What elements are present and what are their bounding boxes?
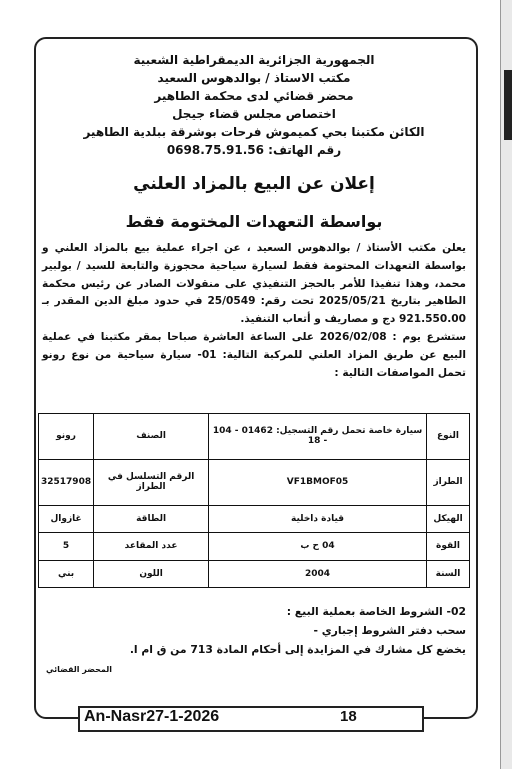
spec-value: رونو	[39, 414, 94, 460]
spec-label: الرقم التسلسل في الطراز	[94, 459, 209, 505]
spec-label: الطاقة	[94, 505, 209, 532]
spec-label: السنة	[427, 560, 470, 588]
header-line-republic: الجمهورية الجزائرية الديمقراطية الشعبية	[133, 53, 375, 67]
table-row	[39, 414, 470, 460]
spec-label: الهيكل	[427, 505, 470, 532]
announcement-subtitle: بواسطة التعهدات المختومة فقط	[125, 212, 383, 231]
spec-value: 2004	[209, 560, 427, 588]
body-paragraph-2: ستشرع يوم : 2026/02/08 على الساعة العاشرة صباحا بمقر مكتبنا في عملية البيع عن طريق المزاد العلني للمركبة التالية: 01- سيارة سياحية من نوع رونو تحمل المواصفات التالية :	[42, 330, 466, 379]
spec-label: القوة	[427, 533, 470, 560]
spec-label: الصنف	[94, 414, 209, 460]
condition-item-1: سحب دفتر الشروط إجباري -	[313, 624, 466, 637]
header-line-phone: رقم الهاتف: 0698.75.91.56	[166, 143, 342, 157]
spec-value: 04 ح ب	[209, 533, 427, 560]
header-line-jurisdiction: اختصاص مجلس قضاء جيجل	[172, 107, 336, 121]
spec-value: 5	[39, 533, 94, 560]
spec-value: بني	[39, 560, 94, 588]
vehicle-specs-table	[38, 413, 470, 588]
spec-label: الطراز	[427, 459, 470, 505]
announcement-body	[42, 240, 466, 382]
table-row	[39, 505, 470, 532]
header-line-bailiff: محضر قضائي لدى محكمة الطاهير	[154, 89, 354, 103]
header-line-office: مكتب الاستاذ / بوالدهوس السعيد	[157, 71, 351, 85]
spec-value: غازوال	[39, 505, 94, 532]
body-paragraph-1: يعلن مكتب الأستاذ / بوالدهوس السعيد ، عن اجراء عملية بيع بالمزاد العلني و بواسطة التعهدات المحتومة فقط لسيارة سياحية محجوزة والتابعة للسيد / بولبير محمد، وهذا تنفيذا للأمر بالحجز التنفيذي على منقولات الصادر عن رئيس محكمة الطاهير بتاريخ 2025/05/21 تحت رقم: 25/0549 في حدود مبلغ الدين المقدر بـ 921.550.00 دج و مصاريف و أتعاب التنفيذ.	[42, 242, 466, 326]
table-row	[39, 459, 470, 505]
sale-conditions	[42, 602, 466, 659]
spec-value: VF1BMOF05	[209, 459, 427, 505]
publication-reference: An-Nasr27-1-2026	[84, 708, 220, 725]
page-edge-strip	[500, 0, 512, 769]
condition-item-2: يخضع كل مشارك في المزايدة إلى أحكام المادة 713 من ق ام ا.	[129, 643, 466, 656]
table-row	[39, 533, 470, 560]
signature-label: المحضر القضائي	[46, 665, 113, 674]
spec-value: سيارة خاصة تحمل رقم التسجيل: 01462 - 104 - 18	[209, 414, 427, 460]
page-number: 18	[340, 708, 357, 725]
spec-value: 32517908	[39, 459, 94, 505]
spec-label: عدد المقاعد	[94, 533, 209, 560]
conditions-heading: 02- الشروط الخاصة بعملية البيع :	[286, 605, 466, 618]
header-line-address: الكائن مكتبنا بحي كميموش فرحات بوشرقة ببلدية الطاهير	[83, 125, 425, 139]
announcement-title: إعلان عن البيع بالمزاد العلني	[133, 174, 375, 194]
spec-label: النوع	[427, 414, 470, 460]
spec-label: اللون	[94, 560, 209, 588]
table-row	[39, 560, 470, 588]
spec-value: قيادة داخلية	[209, 505, 427, 532]
edge-tab	[504, 70, 512, 140]
